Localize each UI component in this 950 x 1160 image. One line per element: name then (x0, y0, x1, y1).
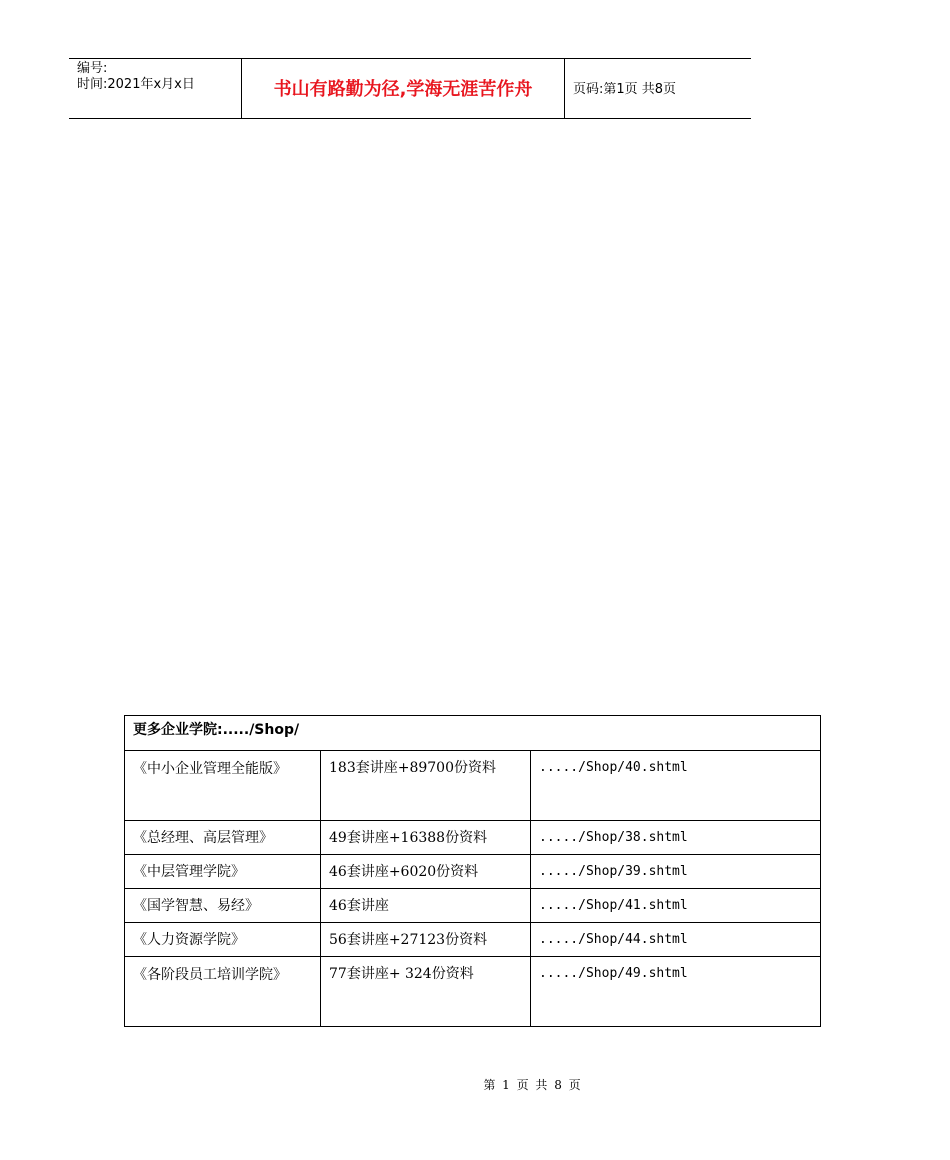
table-row (125, 889, 821, 923)
table-row (125, 923, 821, 957)
course-info: 46套讲座 (321, 889, 531, 923)
course-name: 《国学智慧、易经》 (125, 889, 321, 923)
table-row (125, 957, 821, 1027)
table-row (125, 821, 821, 855)
course-info: 46套讲座+6020份资料 (321, 855, 531, 889)
course-info: 49套讲座+16388份资料 (321, 821, 531, 855)
course-link[interactable]: ...../Shop/41.shtml (531, 889, 821, 923)
course-link[interactable]: ...../Shop/44.shtml (531, 923, 821, 957)
table-title: 更多企业学院:...../Shop/ (125, 716, 821, 751)
header-motto: 书山有路勤为径,学海无涯苦作舟 (242, 59, 565, 118)
table-title-row (125, 716, 821, 751)
course-info: 56套讲座+27123份资料 (321, 923, 531, 957)
page-header (69, 58, 751, 119)
document-time-label: 时间:2021年x月x日 (77, 77, 195, 92)
course-name: 《中小企业管理全能版》 (125, 751, 321, 821)
course-name: 《人力资源学院》 (125, 923, 321, 957)
course-link[interactable]: ...../Shop/49.shtml (531, 957, 821, 1027)
table-row (125, 751, 821, 821)
header-page-info: 页码:第1页 共8页 (573, 82, 677, 97)
course-link[interactable]: ...../Shop/40.shtml (531, 751, 821, 821)
page-footer: 第 1 页 共 8 页 (483, 1078, 581, 1092)
course-info: 183套讲座+89700份资料 (321, 751, 531, 821)
course-info: 77套讲座+ 324份资料 (321, 957, 531, 1027)
course-table (124, 715, 821, 1027)
course-name: 《各阶段员工培训学院》 (125, 957, 321, 1027)
course-link[interactable]: ...../Shop/39.shtml (531, 855, 821, 889)
document-number-label: 编号: (77, 61, 108, 76)
course-link[interactable]: ...../Shop/38.shtml (531, 821, 821, 855)
course-name: 《中层管理学院》 (125, 855, 321, 889)
header-meta (69, 59, 242, 118)
table-row (125, 855, 821, 889)
course-name: 《总经理、高层管理》 (125, 821, 321, 855)
